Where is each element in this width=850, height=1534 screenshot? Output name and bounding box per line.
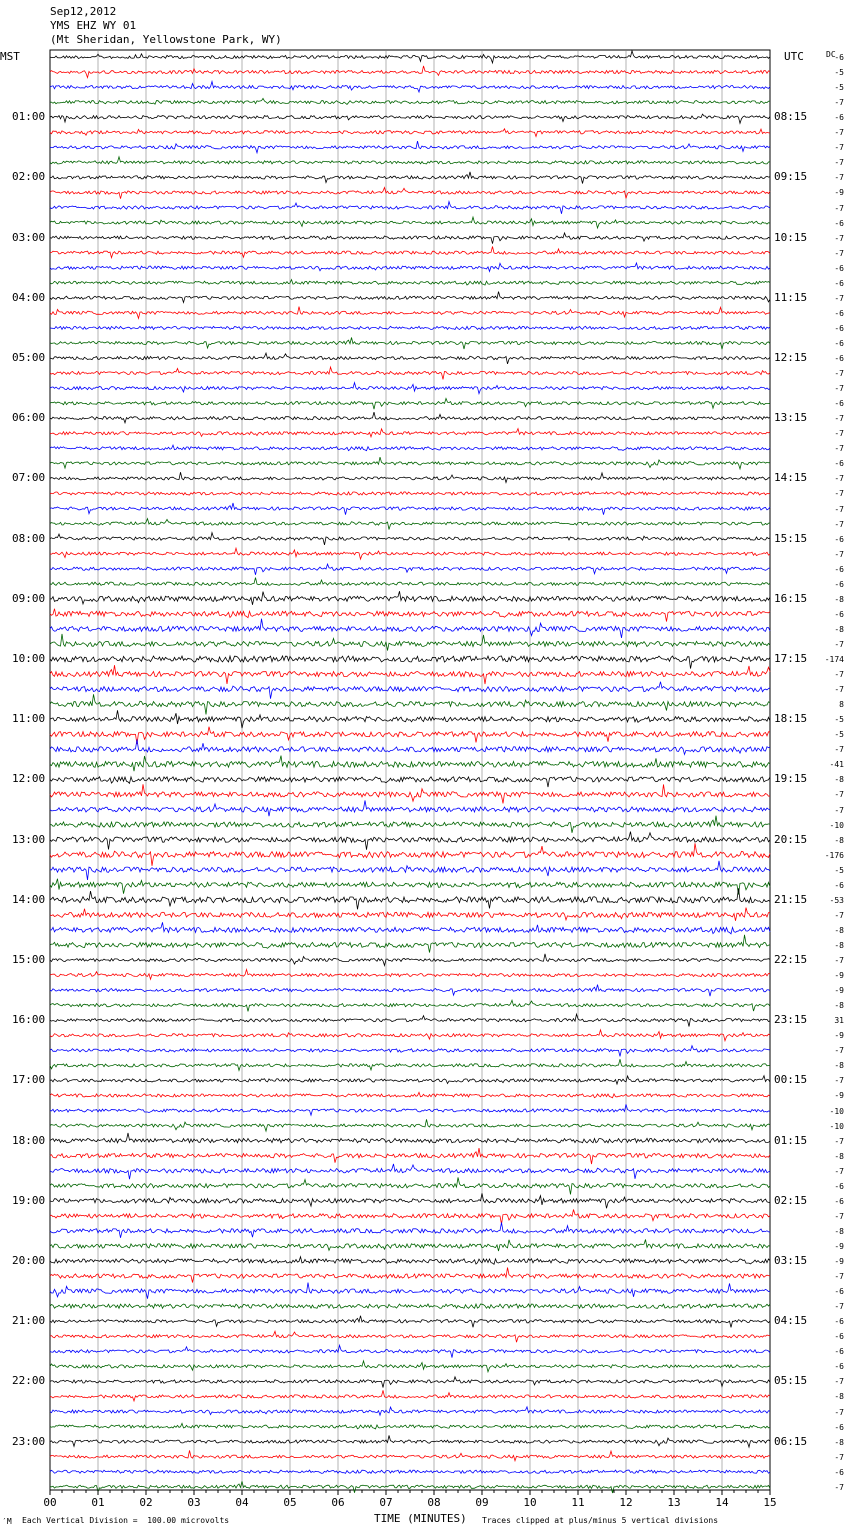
- trace-line: [50, 727, 770, 744]
- right-hour-label: 00:15: [774, 1073, 808, 1087]
- trace-offset-label: -8: [834, 1001, 844, 1011]
- trace-offset-label: -7: [834, 248, 844, 258]
- x-tick-label: 05: [283, 1496, 297, 1509]
- trace-line: [50, 656, 770, 669]
- trace-line: [50, 1331, 770, 1342]
- trace-offset-label: 31: [834, 1016, 844, 1026]
- trace-offset-label: -7: [834, 504, 844, 514]
- trace-line: [50, 399, 770, 410]
- left-hour-label: 08:00: [12, 531, 46, 545]
- footer-mark: ′M: [2, 1517, 12, 1526]
- trace-line: [50, 1046, 770, 1057]
- trace-offset-label: -9: [834, 1257, 844, 1266]
- trace-line: [50, 1223, 770, 1238]
- trace-offset-label: -6: [834, 338, 844, 348]
- x-tick-label: 06: [331, 1496, 345, 1509]
- trace-line: [50, 217, 770, 228]
- trace-line: [50, 66, 770, 78]
- trace-offset-label: -7: [834, 685, 844, 695]
- trace-line: [50, 1059, 770, 1070]
- left-hour-label: 13:00: [12, 832, 46, 846]
- trace-offset-label: -9: [834, 1031, 844, 1041]
- trace-line: [50, 1240, 770, 1252]
- trace-offset-label: -6: [834, 1362, 844, 1372]
- right-hour-label: 18:15: [774, 712, 808, 726]
- trace-offset-label: -6: [834, 1196, 844, 1206]
- trace-offset-label: -8: [834, 940, 844, 950]
- trace-offset-label: -7: [834, 414, 844, 424]
- trace-line: [50, 98, 770, 104]
- left-hour-label: 19:00: [12, 1193, 46, 1207]
- trace-offset-label: -7: [834, 1136, 844, 1146]
- trace-offset-label: -7: [834, 519, 844, 529]
- trace-line: [50, 908, 770, 921]
- trace-offset-label: -7: [834, 805, 844, 815]
- trace-line: [50, 922, 770, 934]
- trace-offset-label: -6: [834, 354, 844, 363]
- left-hour-label: 21:00: [12, 1314, 46, 1328]
- trace-line: [50, 383, 770, 394]
- right-hour-label: 03:15: [774, 1254, 808, 1267]
- left-hour-label: 11:00: [12, 712, 46, 726]
- trace-line: [50, 82, 770, 93]
- trace-offset-label: -7: [834, 173, 844, 183]
- scale-note: Each Vertical Division = 100.00 microvolts: [22, 1516, 230, 1525]
- trace-offset-label: -6: [834, 53, 844, 62]
- trace-offset-label: -8: [834, 1061, 844, 1071]
- trace-line: [50, 1119, 770, 1131]
- trace-line: [50, 188, 770, 199]
- trace-line: [50, 591, 770, 605]
- right-hour-label: 16:15: [774, 591, 808, 605]
- right-hour-label: 05:15: [774, 1374, 808, 1388]
- right-hour-label: 17:15: [774, 652, 808, 665]
- trace-offset-label: -5: [834, 83, 844, 93]
- trace-offset-label: -6: [834, 308, 844, 318]
- trace-offset-label: -7: [834, 1452, 844, 1462]
- trace-line: [50, 970, 770, 980]
- left-timezone-label: MST: [0, 50, 20, 63]
- trace-line: [50, 682, 770, 699]
- trace-group: [50, 51, 770, 1493]
- trace-offset-label: -10: [829, 820, 844, 830]
- recording-date: Sep12,2012: [50, 5, 117, 18]
- left-hour-label: 12:00: [12, 772, 46, 786]
- left-hour-label: 15:00: [12, 953, 46, 966]
- trace-offset-label: -6: [834, 1422, 844, 1432]
- trace-offset-label: -7: [834, 489, 844, 499]
- station-code: YMS EHZ WY 01: [50, 19, 137, 32]
- trace-line: [50, 665, 770, 684]
- trace-offset-label: -10: [829, 1121, 844, 1131]
- trace-line: [50, 1423, 770, 1429]
- trace-offset-label: -7: [834, 128, 844, 138]
- trace-line: [50, 1177, 770, 1194]
- right-hour-label: 19:15: [774, 772, 808, 786]
- trace-line: [50, 1268, 770, 1283]
- trace-line: [50, 307, 770, 319]
- trace-line: [50, 233, 770, 244]
- trace-line: [50, 280, 770, 286]
- left-hour-label: 09:00: [12, 591, 46, 605]
- x-axis-title: TIME (MINUTES): [374, 1512, 467, 1525]
- trace-line: [50, 985, 770, 997]
- trace-offset-label: -7: [834, 670, 844, 680]
- trace-line: [50, 694, 770, 714]
- x-tick-label: 01: [91, 1496, 105, 1509]
- trace-line: [50, 1030, 770, 1041]
- x-tick-label: 04: [235, 1496, 249, 1509]
- trace-offset-label: -6: [834, 534, 844, 544]
- left-hour-label: 03:00: [12, 230, 46, 244]
- right-hour-label: 21:15: [774, 892, 808, 906]
- right-hour-label: 13:15: [774, 411, 808, 425]
- trace-line: [50, 353, 770, 364]
- trace-offset-label: -8: [834, 1437, 844, 1447]
- trace-offset-label: -7: [834, 1046, 844, 1056]
- trace-offset-label: -7: [834, 956, 844, 965]
- trace-offset-label: -5: [834, 865, 844, 875]
- trace-offset-label: -6: [834, 1317, 844, 1327]
- trace-line: [50, 1133, 770, 1143]
- trace-offset-label: -6: [834, 113, 844, 123]
- trace-line: [50, 1210, 770, 1225]
- trace-offset-label: -7: [834, 1482, 844, 1492]
- trace-line: [50, 1283, 770, 1299]
- right-hour-label: 22:15: [774, 953, 808, 966]
- trace-offset-label: -7: [834, 745, 844, 755]
- trace-line: [50, 1377, 770, 1388]
- trace-line: [50, 816, 770, 833]
- trace-line: [50, 609, 770, 622]
- trace-line: [50, 1104, 770, 1115]
- trace-line: [50, 578, 770, 586]
- trace-line: [50, 1164, 770, 1179]
- trace-offset-label: -53: [829, 895, 844, 905]
- x-tick-label: 15: [763, 1496, 777, 1509]
- trace-line: [50, 492, 770, 495]
- trace-line: [50, 129, 770, 137]
- x-tick-label: 11: [571, 1496, 585, 1509]
- trace-offset-label: -8: [834, 594, 844, 604]
- trace-offset-label: -6: [834, 1332, 844, 1342]
- trace-line: [50, 1000, 770, 1011]
- trace-offset-label: -7: [834, 1211, 844, 1221]
- trace-offset-label: -5: [834, 730, 844, 740]
- left-hour-label: 04:00: [12, 290, 46, 304]
- x-tick-label: 12: [619, 1496, 633, 1509]
- left-hour-label: 06:00: [12, 411, 46, 425]
- trace-line: [50, 1361, 770, 1372]
- trace-line: [50, 1257, 770, 1265]
- trace-line: [50, 801, 770, 817]
- trace-offset-label: -7: [834, 1377, 844, 1387]
- trace-offset-label: -6: [834, 564, 844, 574]
- right-hour-label: 14:15: [774, 471, 808, 485]
- trace-line: [50, 1407, 770, 1415]
- trace-line: [50, 263, 770, 271]
- trace-line: [50, 954, 770, 966]
- dc-label: DC: [826, 50, 836, 59]
- trace-offset-label: -7: [834, 203, 844, 213]
- trace-line: [50, 777, 770, 787]
- x-tick-label: 08: [427, 1496, 441, 1509]
- time-axis: [43, 1490, 776, 1509]
- trace-line: [50, 832, 770, 850]
- trace-line: [50, 114, 770, 123]
- trace-offset-label: -7: [834, 158, 844, 168]
- trace-offset-label: -8: [834, 835, 844, 845]
- trace-offset-label: -6: [834, 218, 844, 228]
- trace-line: [50, 157, 770, 164]
- trace-offset-label: -10: [829, 1106, 844, 1116]
- trace-line: [50, 1390, 770, 1401]
- right-hour-label: 12:15: [774, 351, 808, 364]
- trace-line: [50, 548, 770, 559]
- trace-line: [50, 843, 770, 866]
- trace-line: [50, 1193, 770, 1208]
- trace-offset-label: -9: [834, 971, 844, 981]
- trace-line: [50, 533, 770, 545]
- trace-line: [50, 935, 770, 953]
- trace-line: [50, 326, 770, 329]
- trace-line: [50, 1450, 770, 1460]
- trace-offset-label: -6: [834, 323, 844, 333]
- trace-offset-label: -6: [834, 459, 844, 469]
- trace-offset-label: -176: [824, 850, 844, 860]
- x-tick-label: 13: [667, 1496, 681, 1509]
- trace-offset-label: -6: [834, 880, 844, 890]
- right-hour-label: 06:15: [774, 1434, 808, 1448]
- trace-line: [50, 1470, 770, 1473]
- right-hour-label: 23:15: [774, 1013, 808, 1027]
- trace-line: [50, 503, 770, 515]
- x-tick-label: 14: [715, 1496, 729, 1509]
- trace-line: [50, 519, 770, 530]
- trace-offset-label: -8: [834, 1392, 844, 1402]
- trace-offset-label: -7: [834, 98, 844, 108]
- trace-offset-label: -7: [834, 1407, 844, 1417]
- left-hour-label: 20:00: [12, 1254, 46, 1267]
- trace-offset-label: -7: [834, 233, 844, 243]
- trace-line: [50, 412, 770, 423]
- trace-offset-label: -6: [834, 263, 844, 273]
- trace-line: [50, 445, 770, 451]
- left-hour-label: 01:00: [12, 110, 46, 124]
- trace-offset-label: -5: [834, 68, 844, 78]
- trace-line: [50, 367, 770, 379]
- trace-offset-label: -6: [834, 609, 844, 619]
- trace-line: [50, 457, 770, 469]
- trace-line: [50, 202, 770, 214]
- trace-offset-label: -7: [834, 143, 844, 153]
- left-hour-label: 23:00: [12, 1434, 46, 1448]
- trace-line: [50, 634, 770, 651]
- right-hour-label: 15:15: [774, 531, 808, 545]
- x-tick-label: 10: [523, 1496, 537, 1509]
- trace-offset-label: -174: [824, 655, 844, 664]
- right-hour-label: 20:15: [774, 832, 808, 846]
- trace-offset-label: -8: [834, 1226, 844, 1236]
- trace-line: [50, 292, 770, 303]
- trace-offset-label: -7: [834, 384, 844, 394]
- trace-offset-label: -7: [834, 790, 844, 800]
- trace-offset-label: -8: [834, 1151, 844, 1161]
- left-hour-label: 14:00: [12, 892, 46, 906]
- trace-offset-label: -7: [834, 1166, 844, 1176]
- trace-line: [50, 338, 770, 350]
- trace-offset-label: -6: [834, 1181, 844, 1191]
- left-hour-label: 02:00: [12, 170, 46, 184]
- trace-line: [50, 739, 770, 754]
- left-hour-label: 10:00: [12, 652, 46, 665]
- trace-line: [50, 861, 770, 880]
- trace-line: [50, 1316, 770, 1328]
- trace-line: [50, 141, 770, 153]
- trace-line: [50, 1304, 770, 1308]
- x-tick-label: 03: [187, 1496, 201, 1509]
- trace-offset-label: -8: [834, 624, 844, 634]
- clip-note: Traces clipped at plus/minus 5 vertical divisions: [482, 1516, 719, 1525]
- trace-offset-label: -9: [834, 1091, 844, 1101]
- trace-line: [50, 879, 770, 895]
- trace-offset-label: -7: [834, 639, 844, 649]
- trace-offset-label: -6: [834, 1347, 844, 1357]
- trace-line: [50, 710, 770, 728]
- right-hour-label: 01:15: [774, 1133, 808, 1147]
- trace-offset-label: -7: [834, 549, 844, 559]
- trace-offset-label: -6: [834, 579, 844, 589]
- trace-line: [50, 1076, 770, 1084]
- right-hour-label: 10:15: [774, 230, 808, 244]
- trace-offset-label: -7: [834, 1272, 844, 1282]
- trace-line: [50, 564, 770, 575]
- trace-line: [50, 1014, 770, 1026]
- trace-line: [50, 472, 770, 482]
- trace-line: [50, 1092, 770, 1098]
- left-hour-label: 16:00: [12, 1013, 46, 1027]
- x-tick-label: 07: [379, 1496, 393, 1509]
- right-hour-label: 08:15: [774, 110, 808, 124]
- right-hour-label: 04:15: [774, 1314, 808, 1328]
- trace-offset-label: -6: [834, 1467, 844, 1477]
- left-hour-label: 17:00: [12, 1073, 46, 1087]
- trace-offset-label: -5: [834, 715, 844, 725]
- trace-offset-label: -9: [834, 986, 844, 996]
- station-location: (Mt Sheridan, Yellowstone Park, WY): [50, 33, 282, 46]
- trace-line: [50, 51, 770, 63]
- trace-offset-label: -9: [834, 188, 844, 198]
- trace-offset-label: -8: [834, 925, 844, 935]
- trace-line: [50, 888, 770, 909]
- right-hour-label: 11:15: [774, 290, 808, 304]
- trace-line: [50, 1148, 770, 1164]
- trace-line: [50, 784, 770, 803]
- trace-line: [50, 429, 770, 437]
- trace-offset-label: -7: [834, 293, 844, 303]
- trace-offset-label: -6: [834, 1287, 844, 1297]
- right-hour-label: 02:15: [774, 1193, 808, 1207]
- x-tick-label: 02: [139, 1496, 153, 1509]
- trace-offset-label: -9: [834, 1241, 844, 1251]
- trace-line: [50, 247, 770, 258]
- trace-line: [50, 1345, 770, 1357]
- left-hour-label: 07:00: [12, 471, 46, 485]
- trace-offset-label: -7: [834, 910, 844, 920]
- left-hour-label: 18:00: [12, 1133, 46, 1147]
- trace-offset-label: -7: [834, 474, 844, 484]
- trace-offset-label: -8: [834, 775, 844, 785]
- right-timezone-label: UTC: [784, 50, 804, 63]
- x-tick-label: 09: [475, 1496, 489, 1509]
- left-hour-label: 22:00: [12, 1374, 46, 1388]
- x-tick-label: 00: [43, 1496, 57, 1509]
- trace-offset-label: -6: [834, 278, 844, 288]
- trace-offset-label: -7: [834, 1076, 844, 1086]
- trace-offset-label: -7: [834, 444, 844, 454]
- right-hour-label: 09:15: [774, 170, 808, 184]
- trace-offset-label: 8: [839, 700, 844, 710]
- trace-offset-label: -6: [834, 399, 844, 409]
- trace-offset-label: -7: [834, 369, 844, 379]
- trace-offset-label: -41: [829, 760, 844, 770]
- trace-offset-label: -7: [834, 429, 844, 439]
- trace-line: [50, 756, 770, 772]
- trace-line: [50, 619, 770, 638]
- trace-line: [50, 1435, 770, 1447]
- trace-line: [50, 172, 770, 184]
- trace-offset-label: -7: [834, 1302, 844, 1312]
- left-hour-label: 05:00: [12, 351, 46, 364]
